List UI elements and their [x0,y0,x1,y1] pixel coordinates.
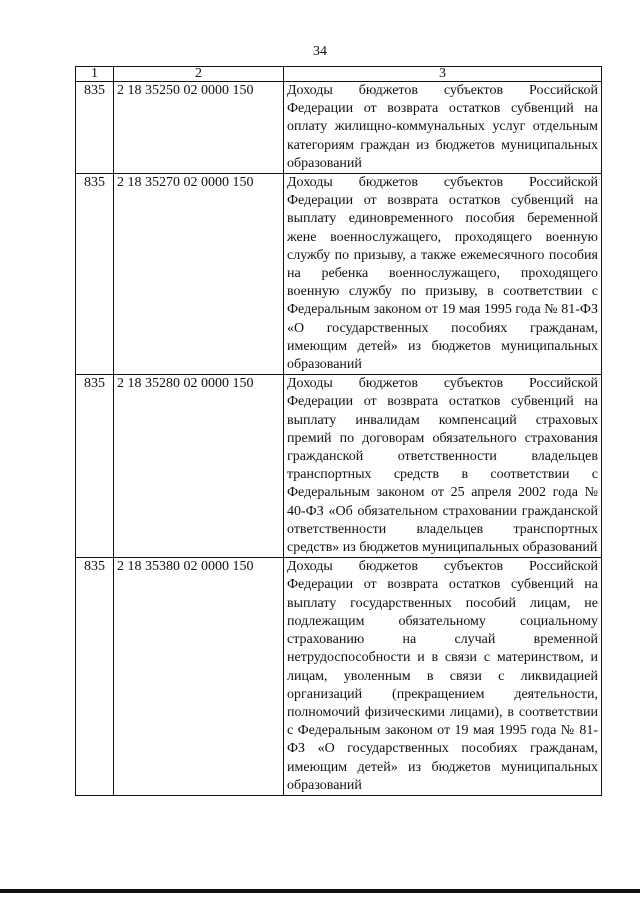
description-cell: Доходы бюджетов субъектов Российской Федерации от возврата остатков субвенций на оплату жилищно-коммунальных услуг отдельным категориям граждан из бюджетов муниципальных образований [284,82,602,174]
description-cell: Доходы бюджетов субъектов Российской Федерации от возврата остатков субвенций на выплату государственных пособий лицам, не подлежащим обязательному социальному страхованию на случай временной нетрудоспособности и в связи с материнством, и лицам, уволенным в связи с ликвидацией организаций (прекращением деятельности, полномочий физическими лицами), в соответствии с Федеральным законом от 19 мая 1995 года № 81-ФЗ «О государственных пособиях гражданам, имеющим детей» из бюджетов муниципальных образований [284,558,602,796]
budget-code-cell: 2 18 35250 02 0000 150 [114,82,284,174]
column-header-1: 1 [76,67,114,82]
budget-code-cell: 2 18 35280 02 0000 150 [114,375,284,558]
description-cell: Доходы бюджетов субъектов Российской Федерации от возврата остатков субвенций на выплату единовременного пособия беременной жене военнослужащего, проходящего военную службу по призыву, а также ежемесячного пособия на ребенка военнослужащего, проходящего военную службу по призыву, в соответствии с Федеральным законом от 19 мая 1995 года № 81-ФЗ «О государственных пособиях гражданам, имеющим детей» из бюджетов муниципальных образований [284,174,602,375]
table-row [76,375,602,558]
page-number: 34 [313,44,327,59]
revenue-code-table [75,66,602,796]
table-row [76,558,602,796]
admin-code-cell: 835 [76,174,114,375]
table-row [76,82,602,174]
admin-code-cell: 835 [76,375,114,558]
budget-code-cell: 2 18 35380 02 0000 150 [114,558,284,796]
table-header-row [76,67,602,82]
table-row [76,174,602,375]
column-header-2: 2 [114,67,284,82]
admin-code-cell: 835 [76,82,114,174]
budget-code-cell: 2 18 35270 02 0000 150 [114,174,284,375]
admin-code-cell: 835 [76,558,114,796]
description-cell: Доходы бюджетов субъектов Российской Федерации от возврата остатков субвенций на выплату инвалидам компенсаций страховых премий по договорам обязательного страхования гражданской ответственности владельцев транспортных средств в соответствии с Федеральным законом от 25 апреля 2002 года № 40-ФЗ «Об обязательном страховании гражданской ответственности владельцев транспортных средств» из бюджетов муниципальных образований [284,375,602,558]
column-header-3: 3 [284,67,602,82]
scan-bottom-edge [0,889,640,893]
